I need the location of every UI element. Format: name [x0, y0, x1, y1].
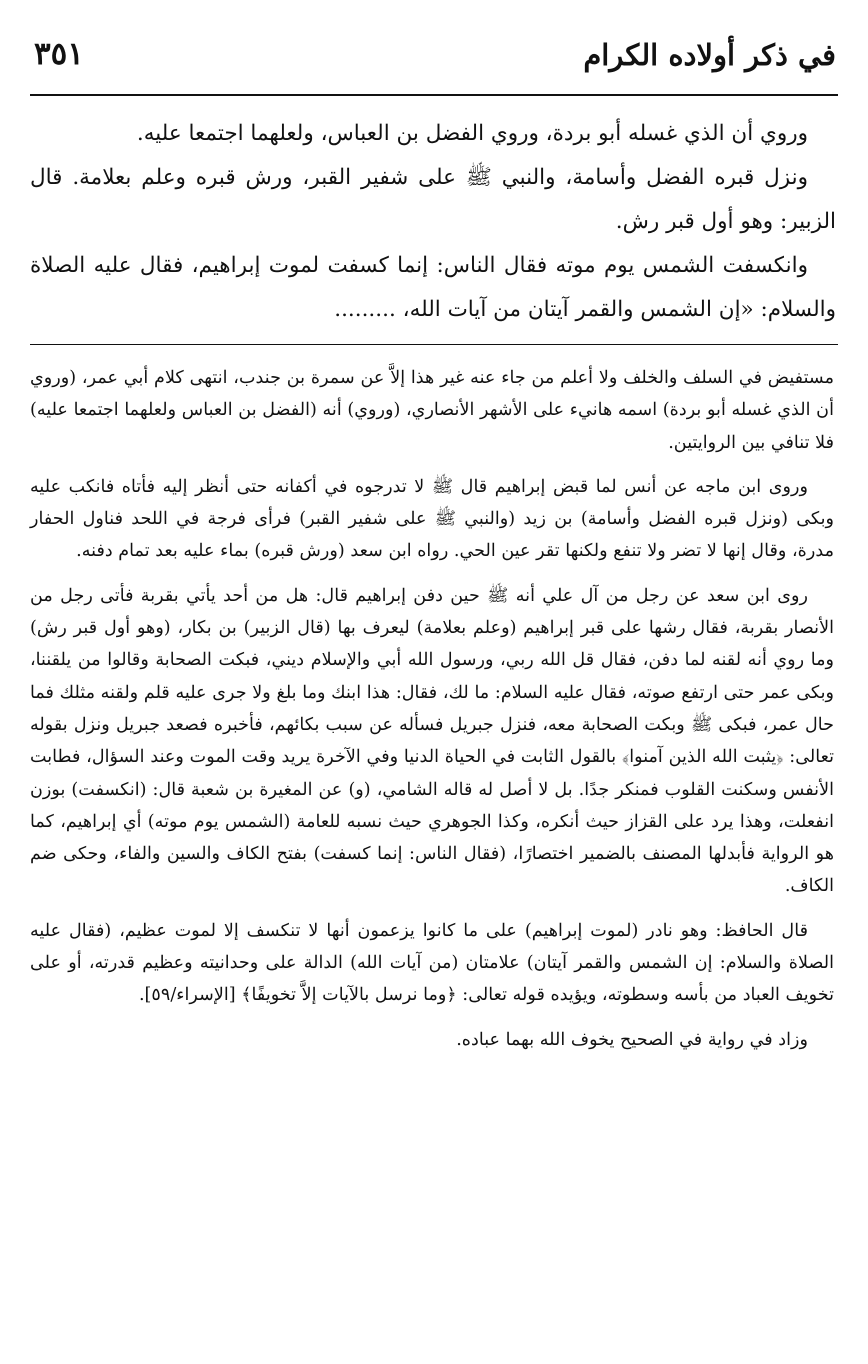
commentary-paragraph: قال الحافظ: وهو نادر (لموت إبراهيم) على ما كانوا يزعمون أنها لا تنكسف إلا لموت عظيم، (فقال عليه الصلاة والسلام: إن الشمس والقمر آيتان) علامتان (من آيات الله) الدالة على وحدانيته وعظيم قدرته، أو على تخويف العباد من بأسه وسطوته، ويؤيده قوله تعالى: ﴿وما نرسل بالآيات إلاَّ تخويفًا﴾ [الإسراء/٥٩]. — [30, 920, 834, 1006]
commentary-paragraph: وروى ابن ماجه عن أنس لما قبض إبراهيم قال ﷺ لا تدرجوه في أكفانه حتى أنظر إليه فأتاه فانكب عليه وبكى (ونزل قبره الفضل وأسامة) بن زيد (والنبي ﷺ على شفير القبر) فرأى فرجة في اللحد فناول الحفار مدرة، وقال إنها لا تضر ولا تنفع ولكنها تقر عين الحي. رواه ابن سعد (ورش قبره) بماء عليه بعد تمام دفنه. — [30, 476, 834, 562]
page-header — [30, 22, 838, 96]
continuation-dots: ......... — [334, 297, 396, 322]
separator-rule — [30, 344, 838, 345]
chapter-title: في ذكر أولاده الكرام — [583, 38, 836, 72]
commentary-paragraph: روى ابن سعد عن رجل من آل علي أنه ﷺ حين دفن إبراهيم قال: هل من أحد يأتي بقربة فأتى رجل من الأنصار بقربة، فقال رشها على قبر إبراهيم (وعلم بعلامة) ليعرف بها (قال الزبير) بن بكار، (وهو أول قبر رش) وما روي أنه لقنه لما دفن، فقال قل الله ربي، ورسول الله أبي والإسلام ديني، فبكت الصحابة وقالوا من يلقننا، وبكى عمر حتى ارتفع صوته، فقال عليه السلام: ما لك، فقال: هذا ابنك وما بلغ ولا جرى عليه قلم ولقنه مثلك فما حال عمر، فبكى ﷺ وبكت الصحابة معه، فنزل جبريل فسأله عن سبب بكائهم، فأخبره فصعد جبريل ونزل بقوله تعالى: ﴿يثبت الله الذين آمنوا﴾ بالقول الثابت في الحياة الدنيا وفي الآخرة يريد وقت الموت وعند السؤال، فطابت الأنفس وسكنت القلوب فمنكر جدًا. بل لا أصل له قاله الشامي، (و) عن المغيرة بن شعبة قال: (انكسفت) بوزن انفعلت، وهذا يرد على القزاز حيث أنكره، وكذا الجوهري حيث نسبه للعامة (الشمس يوم موته) أي إبراهيم، كما هو الرواية فأبدلها المصنف بالضمير اختصارًا، (فقال الناس: إنما كسفت) بفتح الكاف والسين والفاء، وحكى ضم الكاف. — [30, 585, 834, 897]
main-paragraph: ونزل قبره الفضل وأسامة، والنبي ﷺ على شفير القبر، ورش قبره وعلم بعلامة. قال الزبير: وهو أول قبر رش. — [30, 165, 836, 234]
page-number: ٣٥١ — [34, 36, 84, 72]
commentary-paragraph: مستفيض في السلف والخلف ولا أعلم من جاء عنه غير هذا إلاَّ عن سمرة بن جندب، انتهى كلام أبي عمر، (وروي أن الذي غسله أبو بردة) اسمه هانيء على الأشهر الأنصاري، (وروي) أنه (الفضل بن العباس ولعلهما اجتمعا عليه) فلا تنافي بين الروايتين. — [30, 368, 834, 453]
commentary-text — [30, 362, 834, 1056]
commentary-paragraph: وزاد في رواية في الصحيح يخوف الله بهما عباده. — [456, 1029, 808, 1050]
main-paragraph-text: وانكسفت الشمس يوم موته فقال الناس: إنما كسفت لموت إبراهيم، فقال عليه الصلاة والسلام: «إن الشمس والقمر آيتان من آيات الله، — [30, 253, 836, 322]
main-paragraph — [30, 244, 836, 332]
main-text — [30, 112, 836, 332]
main-paragraph: وروي أن الذي غسله أبو بردة، وروي الفضل بن العباس، ولعلهما اجتمعا عليه. — [136, 121, 808, 146]
